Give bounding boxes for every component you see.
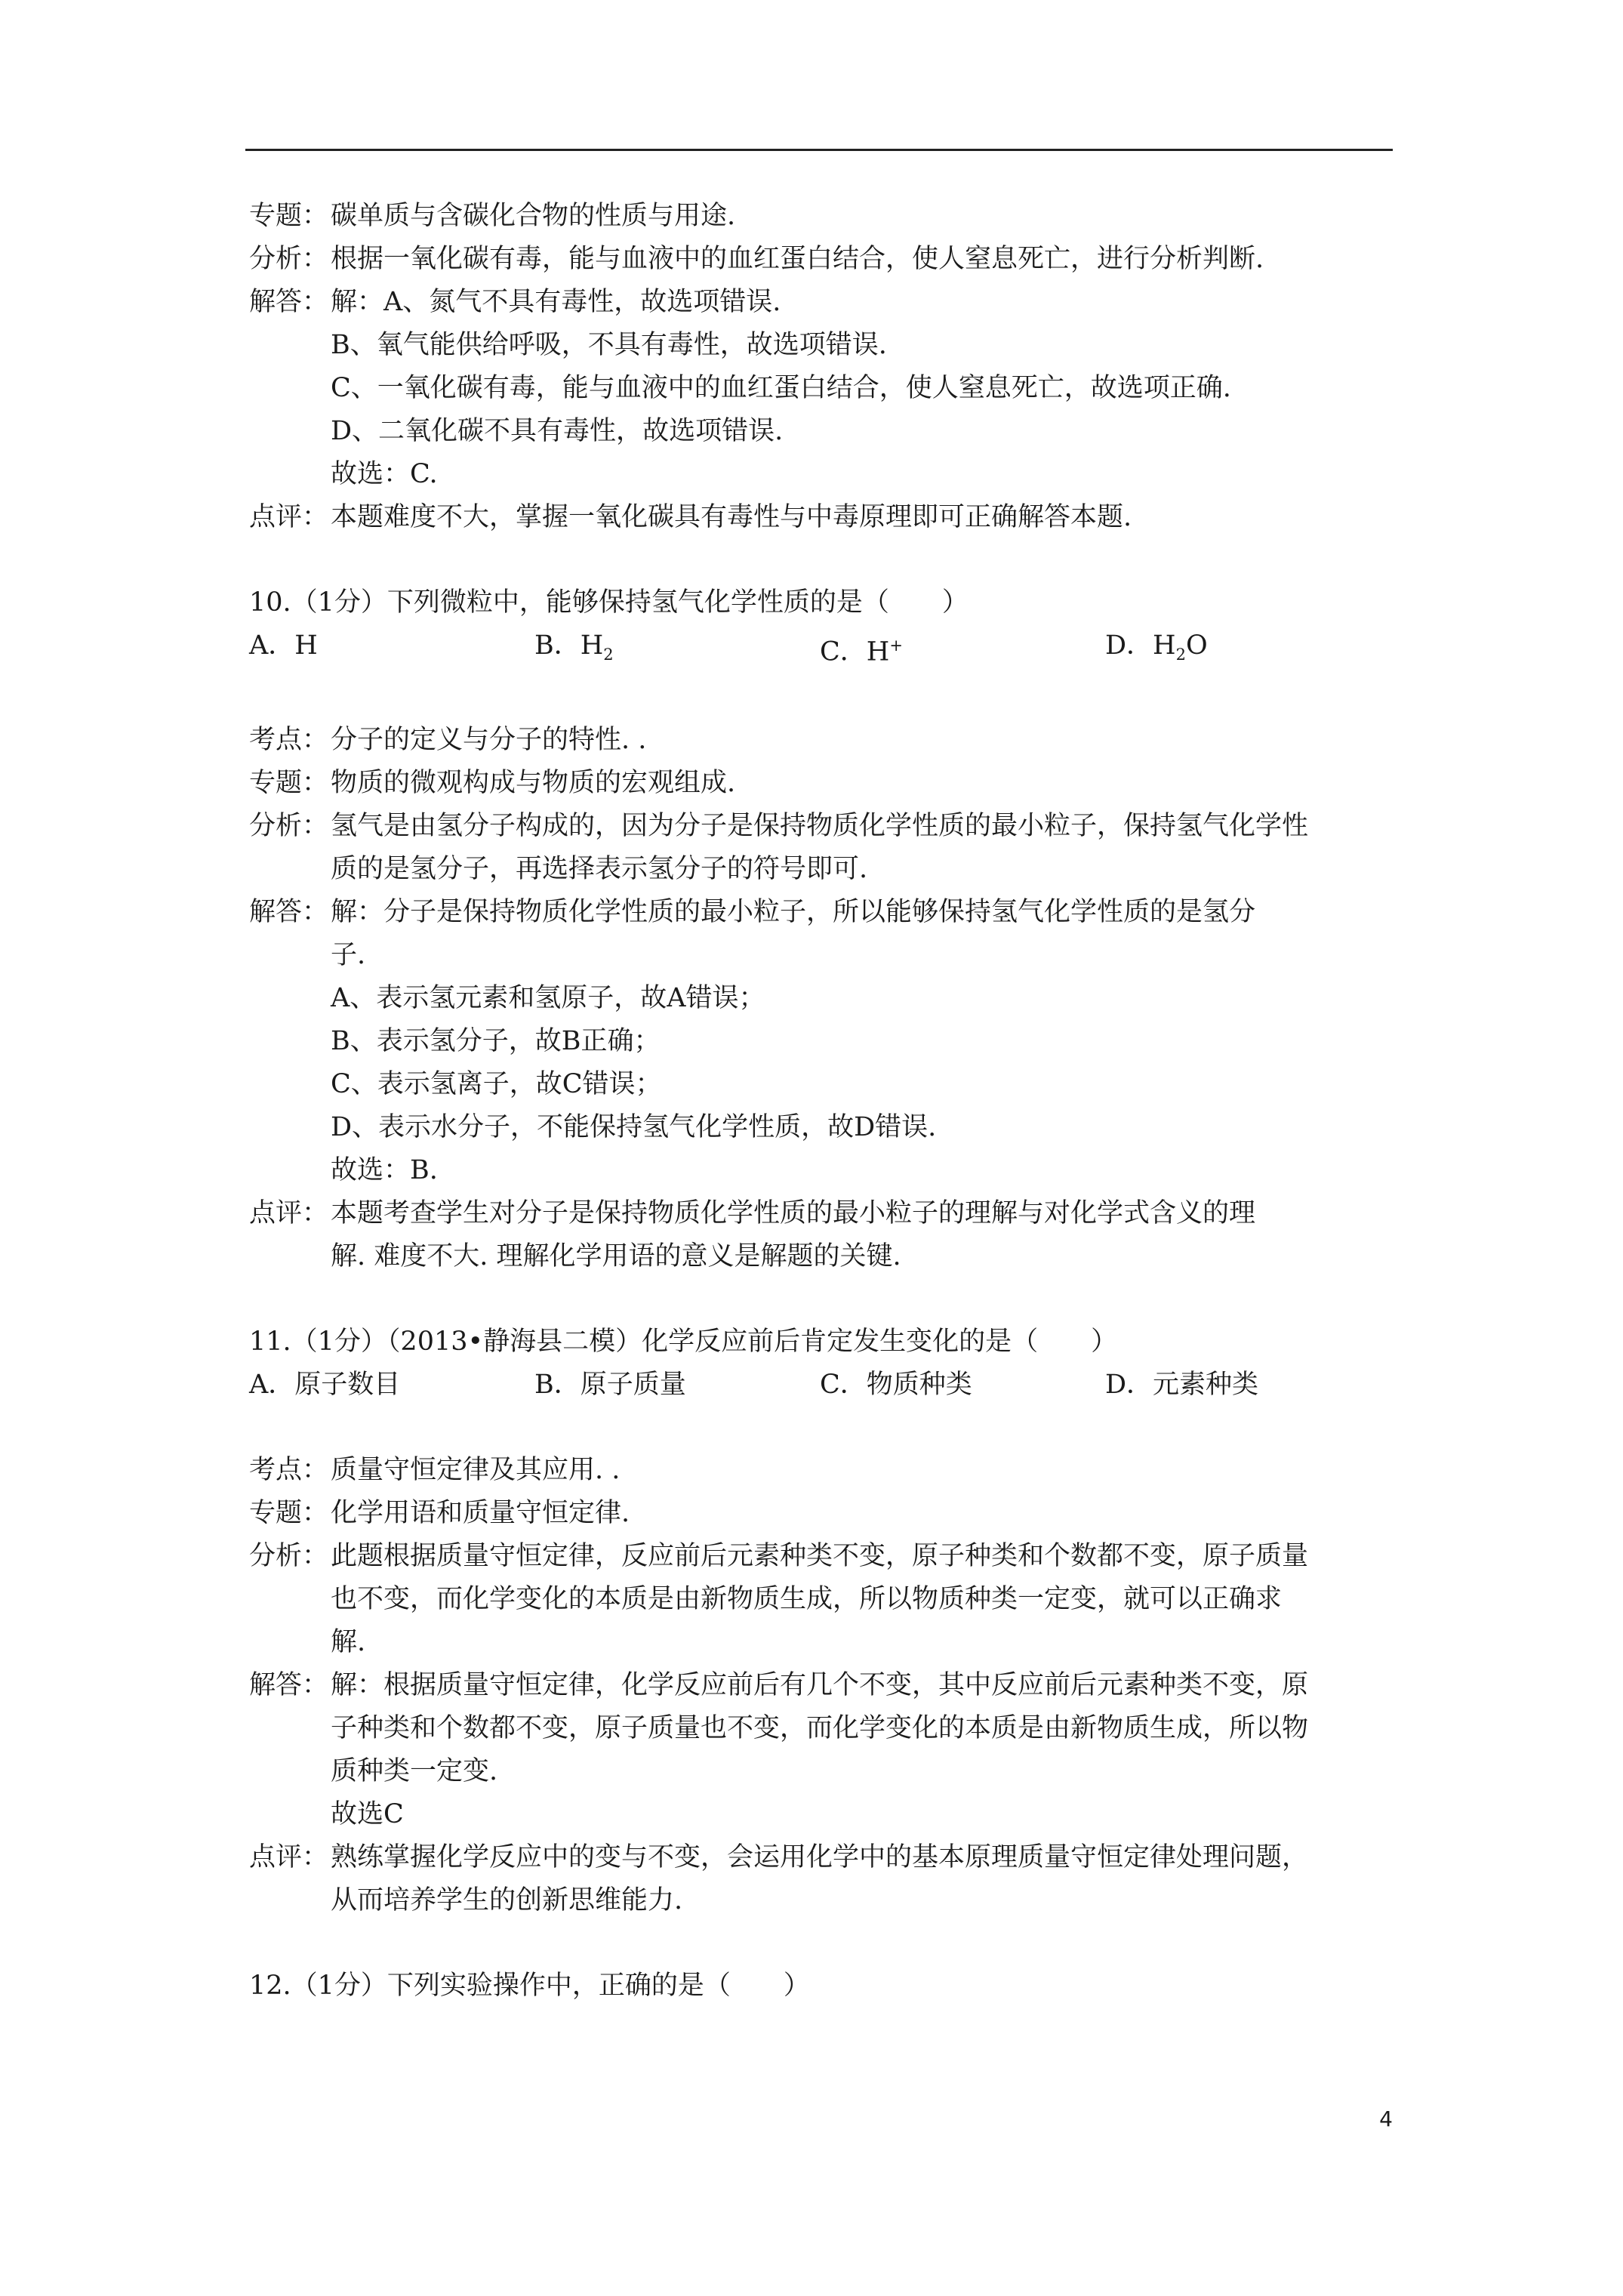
q11-options: [249, 1364, 1397, 1407]
option-b: B．$H_2$: [534, 630, 614, 664]
q9-comment: [249, 496, 1397, 539]
answer-line: 故选：B.: [331, 1155, 438, 1185]
comment-text: 本题难度不大，掌握一氧化碳具有毒性与中毒原理即可正确解答本题.: [331, 502, 1132, 532]
answer-line: A、表示氢元素和氢原子，故A错误；: [331, 983, 765, 1013]
q11-comment: [249, 1836, 1397, 1879]
answer-line: 故选：C.: [331, 459, 438, 489]
comment-text: 本题考查学生对分子是保持物质化学性质的最小粒子的理解与对化学式含义的理: [331, 1198, 1256, 1228]
option-d: D．$H_2O$: [1105, 630, 1208, 664]
point-label: 考点：: [249, 725, 329, 755]
option-c: C．H+: [820, 636, 903, 667]
answer-line: 子.: [331, 940, 366, 970]
answer-line: D、表示水分子，不能保持氢气化学性质，故D错误.: [331, 1112, 937, 1142]
q11-point: [249, 1449, 1397, 1492]
analysis-text: 根据一氧化碳有毒，能与血液中的血红蛋白结合，使人窒息死亡，进行分析判断.: [331, 244, 1264, 274]
option-c: C．物质种类: [820, 1370, 972, 1400]
comment-label: 点评：: [249, 1198, 329, 1228]
analysis-label: 分析：: [249, 811, 329, 841]
answer-line: C、表示氢离子，故C错误；: [331, 1069, 662, 1099]
q10-comment: [249, 1192, 1397, 1235]
q11-analysis: [249, 1535, 1397, 1578]
comment-line: 解. 难度不大. 理解化学用语的意义是解题的关键.: [331, 1241, 901, 1271]
q12-stem: 12.（1分）下列实验操作中，正确的是（ ）: [249, 1971, 810, 2001]
answer-line: B、氧气能供给呼吸，不具有毒性，故选项错误.: [331, 330, 887, 360]
answer-label: 解答：: [249, 1670, 329, 1700]
topic-text: 碳单质与含碳化合物的性质与用途.: [331, 201, 736, 231]
q10-topic: [249, 762, 1397, 805]
q9-topic: [249, 195, 1397, 238]
topic-label: 专题：: [249, 201, 329, 231]
q10-point: [249, 719, 1397, 762]
analysis-line: 质的是氢分子，再选择表示氢分子的符号即可.: [331, 854, 868, 884]
answer-line: C、一氧化碳有毒，能与血液中的血红蛋白结合，使人窒息死亡，故选项正确.: [331, 373, 1231, 403]
analysis-label: 分析：: [249, 1541, 329, 1571]
topic-label: 专题：: [249, 1498, 329, 1528]
answer-line: B、表示氢分子，故B正确；: [331, 1026, 661, 1056]
q11-answer: [249, 1664, 1397, 1707]
analysis-line: 解.: [331, 1627, 366, 1657]
comment-label: 点评：: [249, 1842, 329, 1872]
topic-label: 专题：: [249, 768, 329, 798]
answer-label: 解答：: [249, 897, 329, 927]
analysis-label: 分析：: [249, 244, 329, 274]
q11-topic: [249, 1492, 1397, 1535]
option-b: B．原子质量: [534, 1370, 686, 1400]
comment-line: 从而培养学生的创新思维能力.: [331, 1885, 683, 1915]
answer-text: 解：A、氮气不具有毒性，故选项错误.: [331, 287, 781, 317]
analysis-text: 此题根据质量守恒定律，反应前后元素种类不变，原子种类和个数都不变，原子质量: [331, 1541, 1309, 1571]
answer-line: 故选C: [331, 1799, 404, 1829]
analysis-line: 也不变，而化学变化的本质是由新物质生成，所以物质种类一定变，就可以正确求: [331, 1584, 1283, 1614]
answer-text: 解：分子是保持物质化学性质的最小粒子，所以能够保持氢气化学性质的是氢分: [331, 897, 1256, 927]
answer-text: 解：根据质量守恒定律，化学反应前后有几个不变，其中反应前后元素种类不变，原: [331, 1670, 1309, 1700]
q9-analysis: [249, 238, 1397, 281]
answer-label: 解答：: [249, 287, 329, 317]
point-text: 分子的定义与分子的特性. .: [331, 725, 647, 755]
comment-label: 点评：: [249, 502, 329, 532]
point-text: 质量守恒定律及其应用. .: [331, 1455, 621, 1485]
topic-text: 物质的微观构成与物质的宏观组成.: [331, 768, 736, 798]
page-content: [249, 195, 1397, 2008]
comment-text: 熟练掌握化学反应中的变与不变，会运用化学中的基本原理质量守恒定律处理问题，: [331, 1842, 1309, 1872]
page-number: 4: [1379, 2106, 1393, 2131]
q10-analysis: [249, 805, 1397, 848]
analysis-text: 氢气是由氢分子构成的，因为分子是保持物质化学性质的最小粒子，保持氢气化学性: [331, 811, 1309, 841]
q11-stem: 11.（1分）（2013•静海县二模）化学反应前后肯定发生变化的是（ ）: [249, 1327, 1118, 1357]
q10-answer: [249, 891, 1397, 934]
option-a: A．H: [249, 630, 318, 661]
answer-line: D、二氧化碳不具有毒性，故选项错误.: [331, 416, 784, 446]
answer-line: 质种类一定变.: [331, 1756, 498, 1786]
header-rule: [245, 149, 1393, 151]
option-d: D．元素种类: [1105, 1370, 1259, 1400]
point-label: 考点：: [249, 1455, 329, 1485]
topic-text: 化学用语和质量守恒定律.: [331, 1498, 630, 1528]
option-a: A．原子数目: [249, 1370, 401, 1400]
answer-line: 子种类和个数都不变，原子质量也不变，而化学变化的本质是由新物质生成，所以物: [331, 1713, 1309, 1743]
q10-options: [249, 624, 1397, 676]
q9-answer: [249, 281, 1397, 324]
q10-stem: 10.（1分）下列微粒中，能够保持氢气化学性质的是（ ）: [249, 587, 969, 618]
